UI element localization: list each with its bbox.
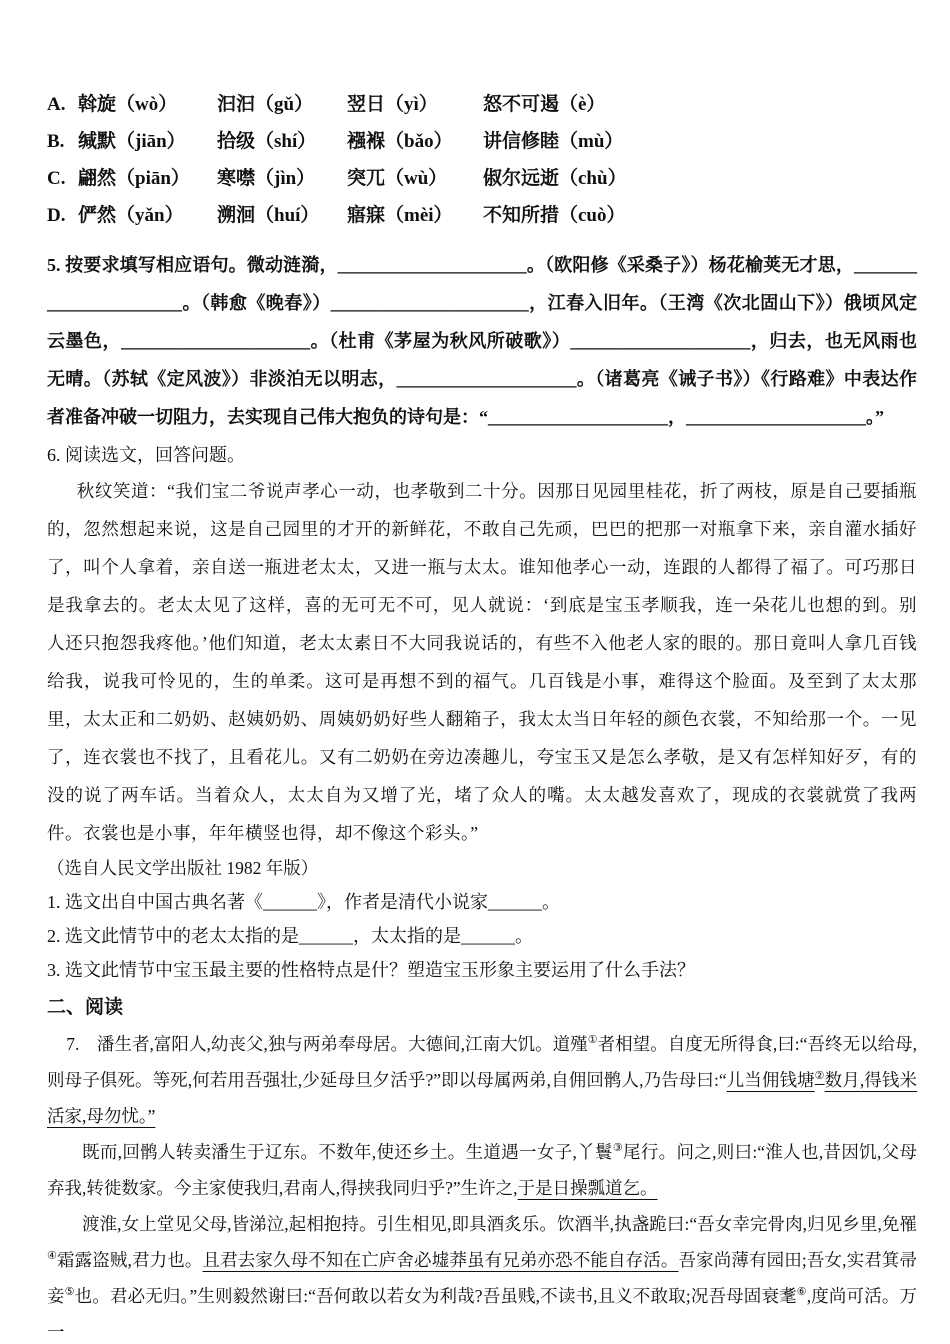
option-item: 汩汩（gǔ） — [217, 94, 314, 115]
question-7-paragraph-1: 7. 潘生者,富阳人,幼丧父,独与两弟奉母居。大德间,江南大饥。道殣①者相望。自度无所得食,曰:“吾终无以给母,则母子俱死。等死,何若用吾强壮,少延母旦夕活乎?”即以母属两弟,自佣回鹘人,乃告母曰:“儿当佣钱塘②数月,得钱米活家,母勿忧。” — [47, 1034, 917, 1126]
option-item: 斡旋（wò） — [78, 94, 178, 115]
option-item: 不知所措（cuò） — [483, 205, 626, 226]
question-6-subquestion-3: 3. 选文此情节中宝玉最主要的性格特点是什？塑造宝玉形象主要运用了什么手法？ — [47, 960, 695, 980]
option-item: 翩然（piān） — [78, 168, 190, 189]
pinyin-option-list — [47, 86, 917, 234]
option-label: C. — [47, 168, 66, 189]
option-item: 拾级（shí） — [217, 131, 317, 152]
question-6-intro: 6. 阅读选文，回答问题。 — [47, 445, 245, 465]
option-label: D. — [47, 205, 66, 226]
option-label: B. — [47, 131, 65, 152]
question-7-paragraph-2: 既而,回鹘人转卖潘生于辽东。不数年,使还乡土。生道遇一女子,丫鬟③尾行。问之,则曰:“淮人也,昔因饥,父母弃我,转徙数家。今主家使我归,君南人,得挟我同归乎?”生许之,于是日操瓢道乞。 — [47, 1142, 917, 1198]
option-item: 缄默（jiān） — [78, 131, 186, 152]
question-5-fill-in-blanks: 5. 按要求填写相应语句。微动涟漪，_____________________。（欧阳修《采桑子》）杨花榆荚无才思，______________________。（韩愈《晚春》）______________________，江春入旧年。（王湾《次北固山下》）俄顷风定云墨色，_____________________。（杜甫《茅屋为秋风所破歌》）____________________，归去，也无风雨也无晴。（苏轼《定风波》）非淡泊无以明志，____________________。（诸葛亮《诫子书》）《行路难》中表达作者准备冲破一切阻力，去实现自己伟大抱负的诗句是：“____________________，____________________。” — [47, 255, 917, 427]
option-row-d — [47, 197, 917, 234]
question-6-source-note: （选自人民文学出版社 1982 年版） — [47, 858, 319, 878]
question-6-subquestion-1: 1. 选文出自中国古典名著《______》，作者是清代小说家______。 — [47, 892, 560, 912]
option-item: 寤寐（mèi） — [347, 205, 453, 226]
option-label: A. — [47, 94, 66, 115]
option-item: 讲信修睦（mù） — [483, 131, 624, 152]
option-row-a — [47, 86, 917, 123]
option-row-b — [47, 123, 917, 160]
option-item: 翌日（yì） — [347, 94, 438, 115]
option-item: 俶尔远逝（chù） — [483, 168, 627, 189]
option-item: 俨然（yǎn） — [78, 205, 184, 226]
section-2-heading: 二、阅读 — [47, 997, 124, 1018]
question-7-paragraph-3: 渡淮,女上堂见父母,皆涕泣,起相抱持。引生相见,即具酒炙乐。饮酒半,执盏跪曰:“吾女幸完骨肉,归见乡里,免罹④霜露盗贼,君力也。且君去家久母不知在亡庐舍必墟莽虽有兄弟亦恐不能自存活。吾家尚薄有园田;吾女,实君箕帚妾⑤也。君必无归。”生则毅然谢曰:“吾何敢以若女为利哉?吾虽贱,不读书,且义不敢取;况吾母固衰耄⑥,度尚可活。万一 — [47, 1214, 918, 1342]
option-item: 襁褓（bǎo） — [347, 131, 453, 152]
option-item: 突兀（wù） — [347, 168, 448, 189]
option-row-c — [47, 160, 917, 197]
option-item: 怒不可遏（è） — [483, 94, 606, 115]
question-6-passage: 秋纹笑道：“我们宝二爷说声孝心一动，也孝敬到二十分。因那日见园里桂花，折了两枝，原是自己要插瓶的，忽然想起来说，这是自己园里的才开的新鲜花，不敢自己先顽，巴巴的把那一对瓶拿下来，亲自灌水插好了，叫个人拿着，亲自送一瓶进老太太，又进一瓶与太太。谁知他孝心一动，连跟的人都得了福了。可巧那日是我拿去的。老太太见了这样，喜的无可无不可，见人就说：‘到底是宝玉孝顺我，连一朵花儿也想的到。别人还只抱怨我疼他。’他们知道，老太太素日不大同我说话的，有些不入他老人家的眼的。那日竟叫人拿几百钱给我，说我可怜见的，生的单柔。这可是再想不到的福气。几百钱是小事，难得这个脸面。及至到了太太那里，太太正和二奶奶、赵姨奶奶、周姨奶奶好些人翻箱子，我太太当日年轻的颜色衣裳，不知给那一个。一见了，连衣裳也不找了，且看花儿。又有二奶奶在旁边凑趣儿，夸宝玉又是怎么孝敬，是又有怎样知好歹，有的没的说了两车话。当着众人，太太自为又增了光，堵了众人的嘴。太太越发喜欢了，现成的衣裳就赏了我两件。衣裳也是小事，年年横竖也得，却不像这个彩头。” — [47, 481, 917, 843]
option-item: 寒噤（jìn） — [217, 168, 316, 189]
question-6-subquestion-2: 2. 选文此情节中的老太太指的是______，太太指的是______。 — [47, 926, 533, 946]
option-item: 溯洄（huí） — [217, 205, 320, 226]
